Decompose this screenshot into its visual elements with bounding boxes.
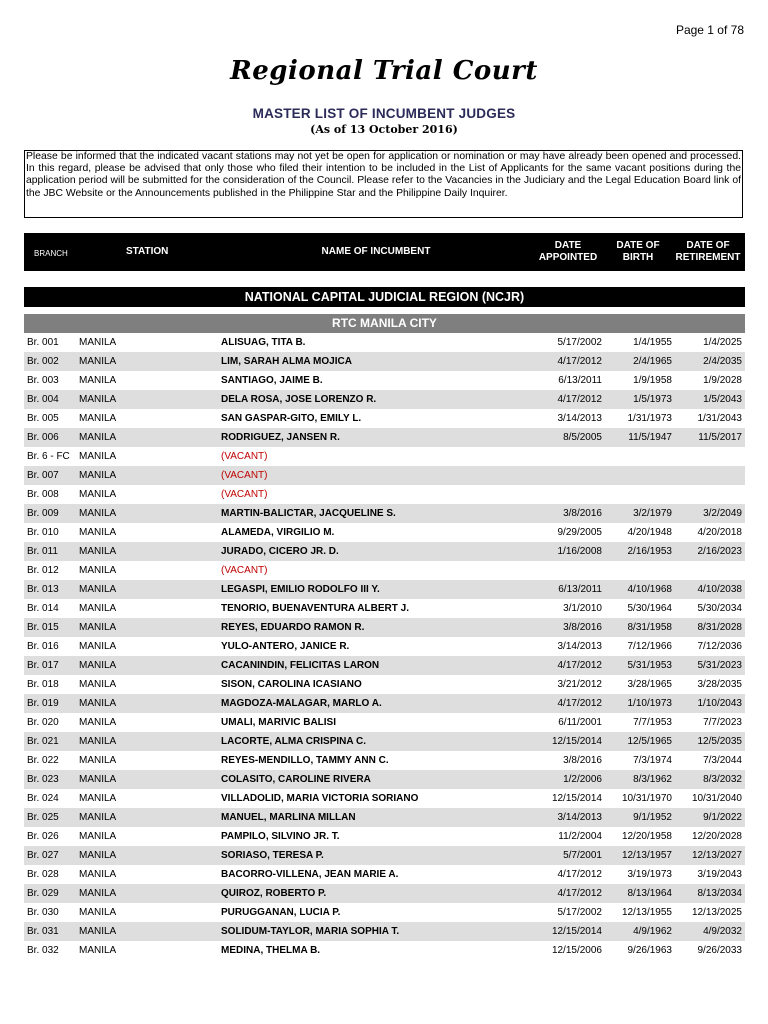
station-cell: MANILA (79, 907, 117, 918)
date-appointed-cell: 4/17/2012 (557, 888, 602, 899)
station-cell: MANILA (79, 337, 117, 348)
incumbent-name-cell: PURUGGANAN, LUCIA P. (221, 907, 341, 918)
branch-cell: Br. 025 (27, 812, 59, 823)
date-of-retirement-cell: 3/19/2043 (697, 869, 742, 880)
date-appointed-cell: 3/14/2013 (557, 641, 602, 652)
station-cell: MANILA (79, 869, 117, 880)
incumbent-name-cell: SOLIDUM-TAYLOR, MARIA SOPHIA T. (221, 926, 400, 937)
table-row (24, 333, 745, 352)
branch-cell: Br. 020 (27, 717, 59, 728)
incumbent-name-cell: MARTIN-BALICTAR, JACQUELINE S. (221, 508, 396, 519)
branch-cell: Br. 004 (27, 394, 59, 405)
branch-cell: Br. 027 (27, 850, 59, 861)
station-cell: MANILA (79, 603, 117, 614)
date-appointed-cell: 9/29/2005 (557, 527, 602, 538)
station-cell: MANILA (79, 375, 117, 386)
date-appointed-cell: 8/5/2005 (563, 432, 602, 443)
station-cell: MANILA (79, 698, 117, 709)
incumbent-name-cell: YULO-ANTERO, JANICE R. (221, 641, 350, 652)
branch-cell: Br. 010 (27, 527, 59, 538)
date-of-retirement-cell: 2/16/2023 (697, 546, 742, 557)
date-of-birth-cell: 8/31/1958 (627, 622, 672, 633)
incumbent-name-cell: SORIASO, TERESA P. (221, 850, 324, 861)
station-cell: MANILA (79, 660, 117, 671)
date-of-birth-cell: 2/4/1965 (633, 356, 672, 367)
date-of-retirement-cell: 12/13/2027 (691, 850, 742, 861)
branch-cell: Br. 016 (27, 641, 59, 652)
table-row (24, 409, 745, 428)
incumbent-name-cell: (VACANT) (221, 451, 268, 462)
station-cell: MANILA (79, 508, 117, 519)
date-of-retirement-cell: 7/7/2023 (703, 717, 742, 728)
station-cell: MANILA (79, 888, 117, 899)
date-of-birth-cell: 8/13/1964 (627, 888, 672, 899)
date-appointed-cell: 12/15/2014 (551, 736, 602, 747)
station-cell: MANILA (79, 717, 117, 728)
incumbent-name-cell: LEGASPI, EMILIO RODOLFO III Y. (221, 584, 380, 595)
table-row (24, 428, 745, 447)
table-row (24, 618, 745, 637)
table-row (24, 485, 745, 504)
date-appointed-cell: 3/14/2013 (557, 812, 602, 823)
branch-cell: Br. 013 (27, 584, 59, 595)
branch-cell: Br. 029 (27, 888, 59, 899)
incumbent-name-cell: LACORTE, ALMA CRISPINA C. (221, 736, 366, 747)
date-appointed-cell: 3/8/2016 (563, 755, 602, 766)
date-appointed-cell: 11/2/2004 (558, 831, 602, 842)
date-of-retirement-cell: 9/26/2033 (697, 945, 742, 956)
branch-cell: Br. 012 (27, 565, 59, 576)
incumbent-name-cell: PAMPILO, SILVINO JR. T. (221, 831, 340, 842)
branch-cell: Br. 026 (27, 831, 59, 842)
table-row (24, 542, 745, 561)
date-of-retirement-cell: 1/5/2043 (703, 394, 742, 405)
incumbent-name-cell: UMALI, MARIVIC BALISI (221, 717, 336, 728)
incumbent-name-cell: ALISUAG, TITA B. (221, 337, 306, 348)
branch-cell: Br. 011 (27, 546, 58, 557)
incumbent-name-cell: COLASITO, CAROLINE RIVERA (221, 774, 371, 785)
table-row (24, 789, 745, 808)
date-of-retirement-cell: 11/5/2017 (698, 432, 742, 443)
date-appointed-cell: 3/8/2016 (563, 508, 602, 519)
document-title: Regional Trial Court (230, 56, 538, 86)
table-row (24, 865, 745, 884)
station-cell: MANILA (79, 394, 117, 405)
table-row (24, 580, 745, 599)
branch-cell: Br. 007 (27, 470, 59, 481)
col-station: STATION (126, 246, 169, 257)
table-row (24, 371, 745, 390)
table-row (24, 884, 745, 903)
branch-cell: Br. 031 (27, 926, 59, 937)
date-appointed-cell: 6/11/2001 (558, 717, 602, 728)
table-row (24, 751, 745, 770)
branch-cell: Br. 022 (27, 755, 59, 766)
branch-cell: Br. 028 (27, 869, 59, 880)
date-of-birth-cell: 7/7/1953 (633, 717, 672, 728)
table-row (24, 922, 745, 941)
region-header: NATIONAL CAPITAL JUDICIAL REGION (NCJR) (24, 287, 745, 307)
col-date-appointed: DATE APPOINTED (538, 240, 598, 263)
date-of-birth-cell: 10/31/1970 (621, 793, 672, 804)
station-cell: MANILA (79, 774, 117, 785)
station-cell: MANILA (79, 565, 117, 576)
judges-table (24, 333, 745, 960)
station-cell: MANILA (79, 945, 117, 956)
date-of-birth-cell: 4/9/1962 (633, 926, 672, 937)
date-of-birth-cell: 9/1/1952 (633, 812, 672, 823)
station-cell: MANILA (79, 679, 117, 690)
date-of-retirement-cell: 3/28/2035 (697, 679, 742, 690)
date-of-birth-cell: 7/12/1966 (627, 641, 672, 652)
table-row (24, 941, 745, 960)
date-of-birth-cell: 3/28/1965 (627, 679, 672, 690)
branch-cell: Br. 015 (27, 622, 59, 633)
station-cell: MANILA (79, 926, 117, 937)
date-appointed-cell: 4/17/2012 (557, 394, 602, 405)
date-appointed-cell: 4/17/2012 (557, 660, 602, 671)
date-appointed-cell: 12/15/2014 (551, 793, 602, 804)
date-of-birth-cell: 1/31/1973 (627, 413, 672, 424)
branch-cell: Br. 009 (27, 508, 59, 519)
date-of-retirement-cell: 4/20/2018 (697, 527, 742, 538)
date-of-birth-cell: 7/3/1974 (633, 755, 672, 766)
column-header-bar (24, 233, 745, 271)
station-cell: MANILA (79, 470, 117, 481)
date-of-birth-cell: 3/2/1979 (633, 508, 672, 519)
date-appointed-cell: 6/13/2011 (558, 584, 602, 595)
col-branch: BRANCH (34, 249, 68, 258)
table-row (24, 675, 745, 694)
table-row (24, 561, 745, 580)
branch-cell: Br. 030 (27, 907, 59, 918)
station-cell: MANILA (79, 451, 117, 462)
date-of-birth-cell: 12/13/1957 (621, 850, 672, 861)
branch-cell: Br. 001 (27, 337, 59, 348)
branch-cell: Br. 6 - FC (27, 451, 70, 462)
date-of-birth-cell: 4/20/1948 (627, 527, 672, 538)
document-subtitle: MASTER LIST OF INCUMBENT JUDGES (252, 106, 516, 121)
branch-cell: Br. 005 (27, 413, 59, 424)
incumbent-name-cell: MANUEL, MARLINA MILLAN (221, 812, 356, 823)
col-name: NAME OF INCUMBENT (321, 246, 431, 257)
date-of-birth-cell: 1/10/1973 (627, 698, 672, 709)
date-of-retirement-cell: 7/12/2036 (697, 641, 742, 652)
table-row (24, 447, 745, 466)
date-of-birth-cell: 1/9/1958 (633, 375, 672, 386)
date-of-retirement-cell: 5/30/2034 (697, 603, 742, 614)
notice-box: Please be informed that the indicated vacant stations may not yet be open for application or nomination or may have already been opened and processed. In this regard, please be advised that only those who filed their intention to be included in the List of Applicants for the same vacant positions during the application period will be submitted for the consideration of the Council. Please refer to the Vacancies in the Judiciary and the Legal Education Board link of the JBC Website or the Announcements published in the Philippine Star and the Philippine Daily Inquirer. (24, 150, 743, 218)
table-row (24, 827, 745, 846)
branch-cell: Br. 024 (27, 793, 59, 804)
station-cell: MANILA (79, 641, 117, 652)
date-of-birth-cell: 1/4/1955 (633, 337, 672, 348)
date-of-retirement-cell: 8/13/2034 (697, 888, 742, 899)
branch-cell: Br. 008 (27, 489, 59, 500)
date-appointed-cell: 1/16/2008 (557, 546, 602, 557)
date-of-retirement-cell: 10/31/2040 (691, 793, 742, 804)
incumbent-name-cell: MEDINA, THELMA B. (221, 945, 321, 956)
date-of-birth-cell: 2/16/1953 (627, 546, 672, 557)
date-of-retirement-cell: 3/2/2049 (703, 508, 742, 519)
incumbent-name-cell: TENORIO, BUENAVENTURA ALBERT J. (221, 603, 409, 614)
incumbent-name-cell: QUIROZ, ROBERTO P. (221, 888, 327, 899)
station-cell: MANILA (79, 812, 117, 823)
station-cell: MANILA (79, 850, 117, 861)
table-row (24, 846, 745, 865)
date-appointed-cell: 6/13/2011 (558, 375, 602, 386)
table-row (24, 523, 745, 542)
date-of-birth-cell: 8/3/1962 (633, 774, 672, 785)
incumbent-name-cell: CACANINDIN, FELICITAS LARON (221, 660, 380, 671)
table-row (24, 694, 745, 713)
date-of-birth-cell: 3/19/1973 (627, 869, 672, 880)
branch-cell: Br. 014 (27, 603, 59, 614)
table-row (24, 390, 745, 409)
branch-cell: Br. 017 (27, 660, 59, 671)
table-row (24, 656, 745, 675)
date-appointed-cell: 5/7/2001 (563, 850, 602, 861)
date-of-birth-cell: 12/13/1955 (621, 907, 672, 918)
page-number: Page 1 of 78 (675, 23, 744, 37)
incumbent-name-cell: VILLADOLID, MARIA VICTORIA SORIANO (221, 793, 419, 804)
date-of-retirement-cell: 7/3/2044 (703, 755, 742, 766)
date-of-retirement-cell: 12/13/2025 (691, 907, 742, 918)
table-row (24, 903, 745, 922)
incumbent-name-cell: REYES, EDUARDO RAMON R. (221, 622, 365, 633)
date-of-retirement-cell: 1/9/2028 (703, 375, 742, 386)
station-cell: MANILA (79, 622, 117, 633)
table-row (24, 770, 745, 789)
date-of-retirement-cell: 12/5/2035 (697, 736, 742, 747)
city-header: RTC MANILA CITY (24, 314, 745, 333)
date-appointed-cell: 3/21/2012 (557, 679, 602, 690)
date-of-birth-cell: 9/26/1963 (627, 945, 672, 956)
station-cell: MANILA (79, 831, 117, 842)
table-row (24, 637, 745, 656)
date-of-retirement-cell: 9/1/2022 (703, 812, 742, 823)
table-row (24, 504, 745, 523)
date-of-retirement-cell: 12/20/2028 (691, 831, 742, 842)
incumbent-name-cell: SISON, CAROLINA ICASIANO (221, 679, 362, 690)
table-row (24, 808, 745, 827)
col-date-of-retirement: DATE OF RETIREMENT (675, 240, 741, 263)
station-cell: MANILA (79, 489, 117, 500)
incumbent-name-cell: JURADO, CICERO JR. D. (221, 546, 339, 557)
station-cell: MANILA (79, 584, 117, 595)
incumbent-name-cell: REYES-MENDILLO, TAMMY ANN C. (221, 755, 389, 766)
station-cell: MANILA (79, 546, 117, 557)
incumbent-name-cell: BACORRO-VILLENA, JEAN MARIE A. (221, 869, 399, 880)
incumbent-name-cell: (VACANT) (221, 565, 268, 576)
station-cell: MANILA (79, 793, 117, 804)
station-cell: MANILA (79, 356, 117, 367)
incumbent-name-cell: RODRIGUEZ, JANSEN R. (221, 432, 340, 443)
date-appointed-cell: 5/17/2002 (557, 907, 602, 918)
as-of-date: (As of 13 October 2016) (310, 123, 458, 136)
branch-cell: Br. 019 (27, 698, 59, 709)
incumbent-name-cell: MAGDOZA-MALAGAR, MARLO A. (221, 698, 382, 709)
date-of-retirement-cell: 5/31/2023 (697, 660, 742, 671)
date-of-birth-cell: 12/20/1958 (621, 831, 672, 842)
branch-cell: Br. 002 (27, 356, 59, 367)
station-cell: MANILA (79, 736, 117, 747)
branch-cell: Br. 023 (27, 774, 59, 785)
table-row (24, 599, 745, 618)
date-appointed-cell: 1/2/2006 (563, 774, 602, 785)
date-appointed-cell: 4/17/2012 (557, 869, 602, 880)
date-appointed-cell: 5/17/2002 (557, 337, 602, 348)
incumbent-name-cell: (VACANT) (221, 489, 268, 500)
date-of-birth-cell: 1/5/1973 (633, 394, 672, 405)
table-row (24, 466, 745, 485)
date-of-birth-cell: 5/30/1964 (627, 603, 672, 614)
date-of-retirement-cell: 1/4/2025 (703, 337, 742, 348)
branch-cell: Br. 032 (27, 945, 59, 956)
table-row (24, 352, 745, 371)
date-appointed-cell: 12/15/2014 (551, 926, 602, 937)
date-of-retirement-cell: 8/3/2032 (703, 774, 742, 785)
station-cell: MANILA (79, 432, 117, 443)
station-cell: MANILA (79, 527, 117, 538)
date-of-retirement-cell: 2/4/2035 (703, 356, 742, 367)
date-of-retirement-cell: 4/10/2038 (697, 584, 742, 595)
incumbent-name-cell: LIM, SARAH ALMA MOJICA (221, 356, 352, 367)
station-cell: MANILA (79, 755, 117, 766)
date-appointed-cell: 3/1/2010 (563, 603, 602, 614)
date-of-birth-cell: 4/10/1968 (627, 584, 672, 595)
date-of-retirement-cell: 1/10/2043 (697, 698, 742, 709)
col-date-of-birth: DATE OF BIRTH (616, 240, 660, 263)
branch-cell: Br. 021 (27, 736, 59, 747)
table-row (24, 713, 745, 732)
table-row (24, 732, 745, 751)
date-appointed-cell: 4/17/2012 (557, 356, 602, 367)
date-of-birth-cell: 12/5/1965 (627, 736, 672, 747)
date-appointed-cell: 3/14/2013 (557, 413, 602, 424)
date-of-retirement-cell: 4/9/2032 (703, 926, 742, 937)
date-of-birth-cell: 11/5/1947 (628, 432, 672, 443)
branch-cell: Br. 003 (27, 375, 59, 386)
date-of-birth-cell: 5/31/1953 (627, 660, 672, 671)
incumbent-name-cell: SAN GASPAR-GITO, EMILY L. (221, 413, 362, 424)
date-of-retirement-cell: 1/31/2043 (697, 413, 742, 424)
branch-cell: Br. 006 (27, 432, 59, 443)
incumbent-name-cell: ALAMEDA, VIRGILIO M. (221, 527, 335, 538)
incumbent-name-cell: SANTIAGO, JAIME B. (221, 375, 323, 386)
date-appointed-cell: 4/17/2012 (557, 698, 602, 709)
date-appointed-cell: 3/8/2016 (563, 622, 602, 633)
station-cell: MANILA (79, 413, 117, 424)
incumbent-name-cell: (VACANT) (221, 470, 268, 481)
branch-cell: Br. 018 (27, 679, 59, 690)
date-of-retirement-cell: 8/31/2028 (697, 622, 742, 633)
date-appointed-cell: 12/15/2006 (551, 945, 602, 956)
incumbent-name-cell: DELA ROSA, JOSE LORENZO R. (221, 394, 377, 405)
